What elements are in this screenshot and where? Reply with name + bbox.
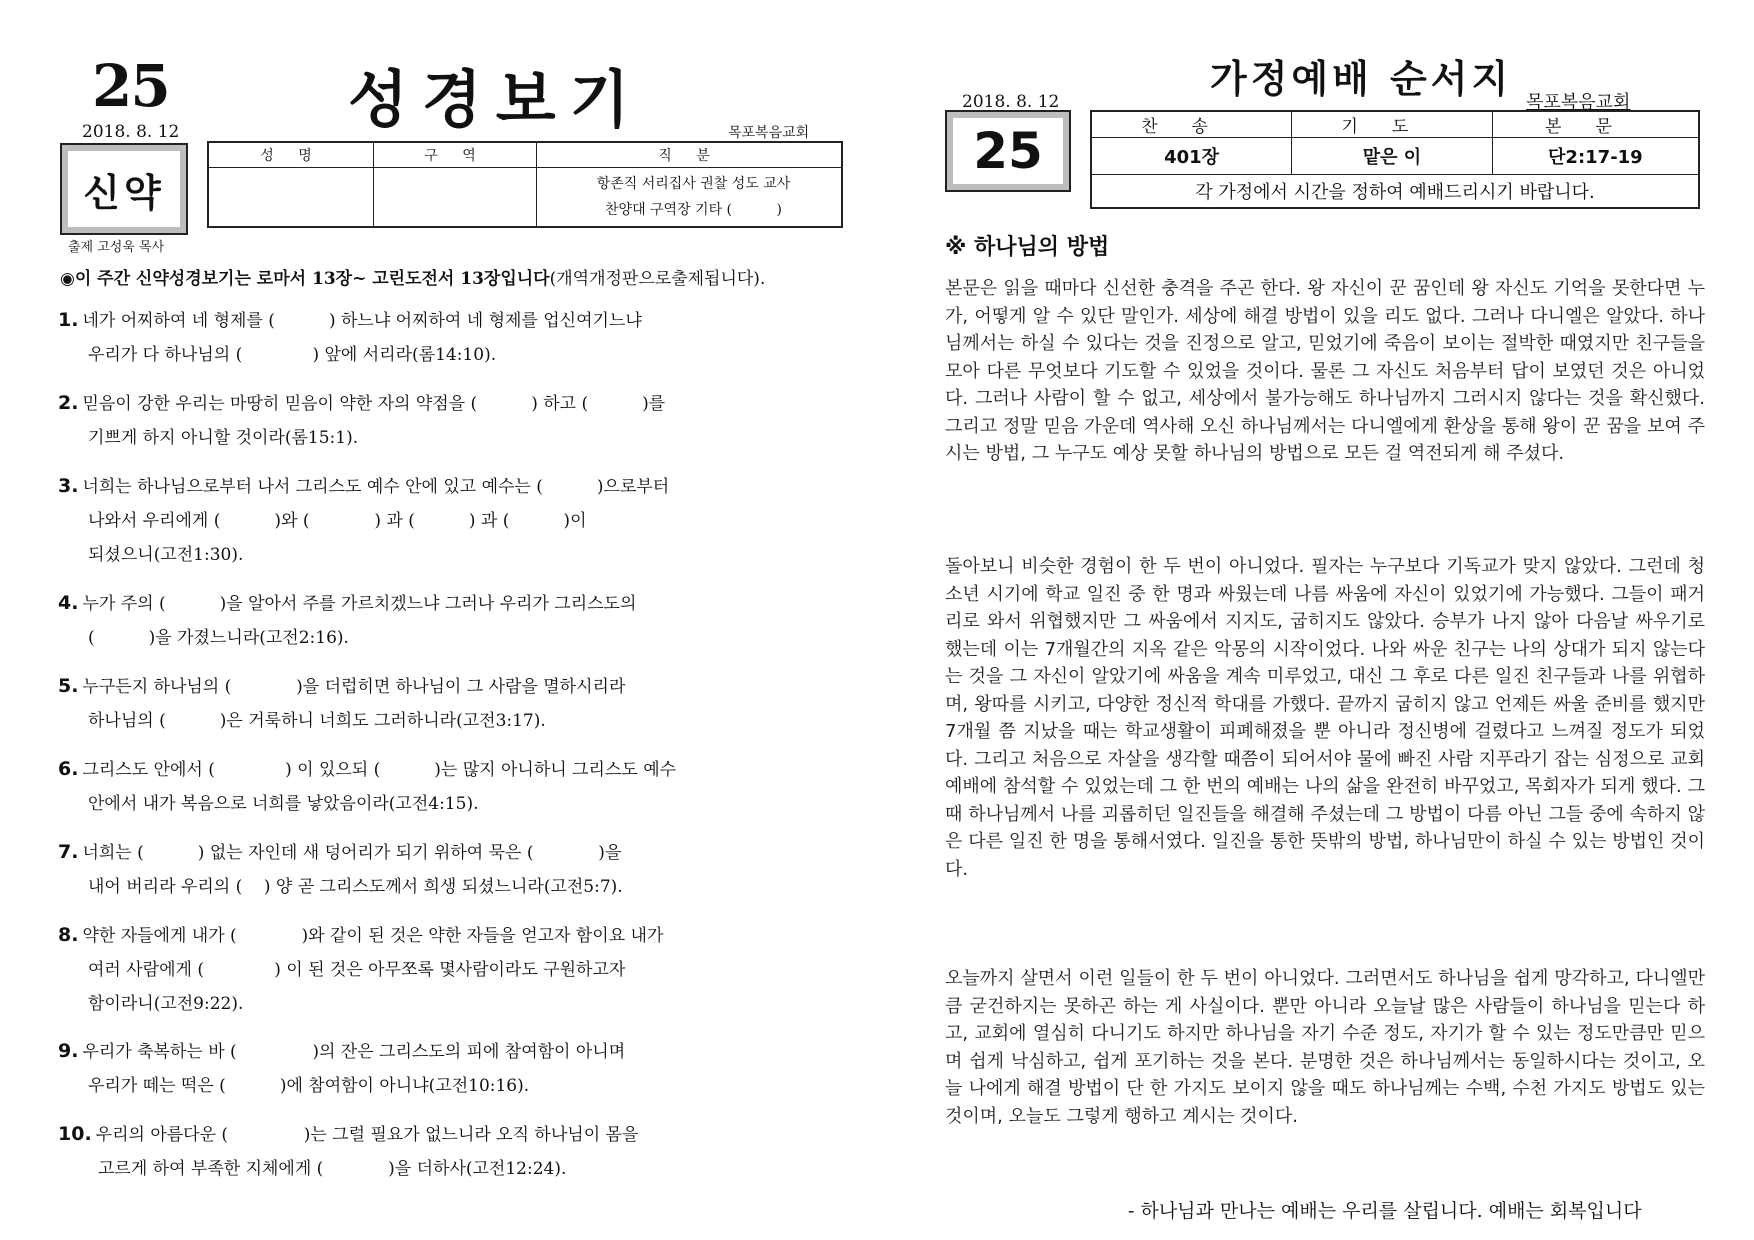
question-line: ( )을 가졌느니라(고전2:16). [88,628,349,648]
author-line: 출제 고성욱 목사 [68,240,165,255]
question-5 [58,669,833,738]
intro-note: (개역개정판으로출제됩니다). [549,269,766,289]
sermon-paragraph-2: 돌아보니 비슷한 경험이 한 두 번이 아니었다. 필자는 누구보다 기독교가 맞지 않았다. 그런데 청소년 시기에 학교 일진 중 한 명과 싸웠는데 나름 싸움에 자신이 있었기에 가능했다. 그들이 패거리로 와서 위협했지만 그 싸움에서 지지도, 굽히지도 않았다. 승부가 나지 않아 다음날 싸우기로 했는데 이는 7개월간의 지옥 같은 악몽의 시작이었다. 나와 싸운 친구는 나의 상대가 되지 않는다는 것을 그 자신이 알았기에 싸움을 계속 미루었고, 대신 그 후로 다른 일진 친구들과 나를 위협하며, 왕따를 시키고, 다양한 정신적 학대를 가했다. 끝까지 굽히지 않고 언제든 싸울 준비를 했지만 7개월 쯤 지났을 때는 학교생활이 피폐해졌을 뿐 아니라 정신병에 걸렸다고 느껴질 정도가 되었다. 그리고 처음으로 자살을 생각할 때쯤이 되어서야 물에 빠진 사람 지푸라기 잡는 심정으로 교회 예배에 참석할 수 있었는데 그 한 번의 예배는 나의 삶을 완전히 바꾸었고, 목회자가 되게 했다. 그때 하나님께서 나를 괴롭히던 일진들을 해결해 주셨는데 그 방법이 다름 아닌 그들 중에 속하지 않은 다른 일진 한 명을 통해서였다. 일진을 통한 뜻밖의 방법, 하나님만이 하실 수 있는 방법인 것이다. [945,556,1705,880]
question-10 [58,1117,833,1186]
position-options-line1: 항존직 서리집사 권찰 성도 교사 [596,176,791,192]
question-line: 되셨으니(고전1:30). [88,545,244,565]
question-3 [58,469,833,572]
header-prayer: 기도 [1292,111,1493,138]
intro-text [60,264,765,289]
question-line: 기쁘게 하지 아니할 것이라(롬15:1). [88,428,359,448]
question-line: 고르게 하여 부족한 지체에게 ( )을 더하사(고전12:24). [98,1159,567,1179]
question-line: 네가 어찌하여 네 형제를 ( ) 하느냐 어찌하여 네 형제를 업신여기느냐 [82,311,642,331]
testament-badge: 신약 [60,143,188,235]
question-number: 3. [58,475,79,497]
hymn-value: 401장 [1091,138,1292,175]
header-district: 구 역 [374,142,537,168]
question-number: 9. [58,1040,79,1062]
question-number: 4. [58,592,79,614]
left-church-name: 목포복음교회 [728,125,810,141]
question-8 [58,918,833,1021]
question-line: 나와서 우리에게 ( )와 ( ) 과 ( ) 과 ( )이 [88,511,587,531]
right-page-title: 가정예배 순서지 [1210,57,1513,101]
question-number: 5. [58,675,79,697]
header-name: 성 명 [208,142,374,168]
question-number: 2. [58,392,79,414]
question-7 [58,835,833,904]
left-date: 2018. 8. 12 [82,122,180,142]
question-line: 여러 사람에게 ( ) 이 된 것은 아무쪼록 몇사람이라도 구원하고자 [88,960,626,980]
scripture-value: 단2:17-19 [1492,138,1699,175]
question-line: 누구든지 하나님의 ( )을 더럽히면 하나님이 그 사람을 멸하시리라 [82,677,626,697]
question-6 [58,752,833,821]
question-1 [58,303,833,372]
question-line: 우리가 다 하나님의 ( ) 앞에 서리라(롬14:10). [88,345,497,365]
question-number: 7. [58,841,79,863]
question-line: 우리가 축복하는 바 ( )의 잔은 그리스도의 피에 참여함이 아니며 [82,1042,626,1062]
worship-notice: 각 가정에서 시간을 정하여 예배드리시기 바랍니다. [1091,175,1699,209]
header-position: 직 분 [537,142,843,168]
header-scripture: 본문 [1492,111,1699,138]
question-line: 너희는 하나님으로부터 나서 그리스도 예수 안에 있고 예수는 ( )으로부터 [82,477,670,497]
question-line: 믿음이 강한 우리는 마땅히 믿음이 약한 자의 약점을 ( ) 하고 ( )를 [82,394,666,414]
question-number: 8. [58,924,79,946]
position-cell[interactable] [537,168,843,228]
question-line: 하나님의 ( )은 거룩하니 너희도 그러하니라(고전3:17). [88,711,546,731]
worship-order-table [1090,110,1700,209]
member-info-table [207,141,843,228]
left-issue-number: 25 [92,52,169,120]
right-date: 2018. 8. 12 [962,92,1060,112]
question-2 [58,386,833,455]
question-line: 안에서 내가 복음으로 너희를 낳았음이라(고전4:15). [88,794,479,814]
question-number: 6. [58,758,79,780]
sermon-paragraph-3: 오늘까지 살면서 이런 일들이 한 두 번이 아니었다. 그러면서도 하나님을 쉽게 망각하고, 다니엘만큼 굳건하지는 못하곤 하는 게 사실이다. 뿐만 아니라 오늘날 많은 사람들이 하나님을 믿는다 하고, 교회에 열심히 다니기도 하지만 하나님을 자기 수준 정도, 자기가 할 수 있는 정도만큼만 믿으며 쉽게 낙심하고, 쉽게 포기하는 것을 본다. 분명한 것은 하나님께서는 동일하시다는 것이고, 오늘 나에게 해결 방법이 단 한 가지도 보이지 않을 때도 하나님께는 수백, 수천 가지도 방법도 있는 것이며, 오늘도 그렇게 행하고 계시는 것이다. [945,968,1705,1127]
question-9 [58,1034,833,1103]
question-number: 1. [58,309,79,331]
question-line: 너희는 ( ) 없는 자인데 새 덩어리가 되기 위하여 묵은 ( )을 [82,843,622,863]
position-options-line2: 찬양대 구역장 기타 ( ) [605,202,782,218]
question-line: 약한 자들에게 내가 ( )와 같이 된 것은 약한 자들을 얻고자 함이요 내가 [82,926,664,946]
prayer-value: 맡은 이 [1292,138,1493,175]
header-hymn: 찬송 [1091,111,1292,138]
question-4 [58,586,833,655]
question-line: 우리가 떼는 떡은 ( )에 참여함이 아니냐(고전10:16). [88,1076,530,1096]
question-line: 우리의 아름다운 ( )는 그럴 필요가 없느니라 오직 하나님이 몸을 [95,1125,639,1145]
question-line: 누가 주의 ( )을 알아서 주를 가르치겠느냐 그러나 우리가 그리스도의 [82,594,637,614]
question-number: 10. [58,1123,92,1145]
right-issue-number: 25 [945,110,1071,192]
district-cell[interactable] [374,168,537,228]
question-line: 함이라니(고전9:22). [88,994,244,1014]
intro-main: ◉이 주간 신약성경보기는 로마서 13장~ 고린도전서 13장입니다 [60,269,550,289]
sermon-paragraph-1: 본문은 읽을 때마다 신선한 충격을 주곤 한다. 왕 자신이 꾼 꿈인데 왕 자신도 기억을 못한다면 누가, 어떻게 알 수 있단 말인가. 세상에 해결 방법이 있을 리도 없다. 그러나 다니엘은 알았다. 하나님께서는 하실 수 있다는 것을 진정으로 알고, 믿었기에 죽음이 보이는 절박한 때였지만 친구들을 모아 다른 무엇보다 기도할 수 있었을 것이다. 물론 그 자신도 처음부터 답이 보였던 것은 아니었다. 그러나 사람이 할 수 없고, 세상에서 불가능해도 하나님까지 그러시지 않다는 것을 확신했다. 그리고 정말 믿음 가운데 역사해 오신 하나님께서는 다니엘에게 환상을 통해 왕이 꾼 꿈을 보여 주시는 방법, 그 누구도 예상 못할 하나님의 방법으로 모든 걸 역전되게 해 주셨다. [945,278,1705,464]
question-line: 그리스도 안에서 ( ) 이 있으되 ( )는 많지 아니하니 그리스도 예수 [82,760,677,780]
name-cell[interactable] [208,168,374,228]
closing-line: - 하나님과 만나는 예배는 우리를 살립니다. 예배는 회복입니다 [1128,1200,1642,1222]
sermon-heading: ※ 하나님의 방법 [945,235,1110,260]
question-line: 내어 버리라 우리의 ( ) 양 곧 그리스도께서 희생 되셨느니라(고전5:7). [88,877,623,897]
right-church-name: 목포복음교회 [1526,92,1631,113]
left-page-title: 성경보기 [348,63,644,136]
